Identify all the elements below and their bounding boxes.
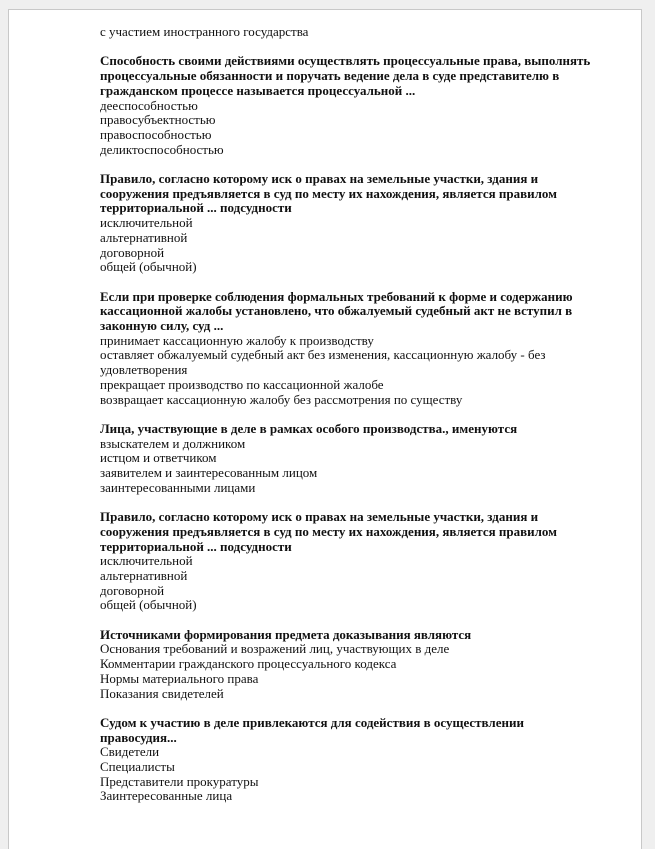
answer-option: удовлетворения <box>100 362 188 378</box>
answer-option: прекращает производство по кассационной жалобе <box>100 376 384 392</box>
question-line: правосудия... <box>100 729 177 745</box>
answer-option: Показания свидетелей <box>100 685 224 701</box>
question-line: Источниками формирования предмета доказывания являются <box>100 626 472 642</box>
answer-option: исключительной <box>100 215 193 231</box>
answer-option: оставляет обжалуемый судебный акт без изменения, кассационную жалобу - без <box>100 347 546 363</box>
question-line: гражданском процессе называется процессуальной ... <box>100 82 416 98</box>
intro-line: с участием иностранного государства <box>100 24 309 39</box>
question-line: Судом к участию в деле привлекаются для содействия в осуществлении <box>100 714 524 730</box>
answer-option: принимает кассационную жалобу к производству <box>100 332 374 348</box>
answer-option: правоспособностью <box>100 126 212 142</box>
document-page <box>8 9 642 849</box>
question-line: Правило, согласно которому иск о правах на земельные участки, здания и <box>100 509 539 525</box>
question-line: процессуальные обязанности и поручать ведение дела в суде представителю в <box>100 68 560 84</box>
question-block <box>100 716 620 804</box>
question-block <box>100 290 620 408</box>
answer-option: истцом и ответчиком <box>100 450 217 466</box>
answer-option: общей (обычной) <box>100 259 197 275</box>
question-block <box>100 628 620 702</box>
question-text <box>100 628 620 643</box>
question-line: Правило, согласно которому иск о правах на земельные участки, здания и <box>100 171 539 186</box>
answer-option: заинтересованными лицами <box>100 479 256 495</box>
question-line: Если при проверке соблюдения формальных требований к форме и содержанию <box>100 288 573 304</box>
answer-option: взыскателем и должником <box>100 435 246 451</box>
answer-option: Свидетели <box>100 744 160 760</box>
answer-option: Представители прокуратуры <box>100 773 259 789</box>
answer-option: деликтоспособностью <box>100 141 224 157</box>
question-line: территориальной ... подсудности <box>100 538 292 554</box>
answer-option: альтернативной <box>100 229 188 245</box>
document-content <box>100 25 620 804</box>
question-line: кассационной жалобы установлено, что обжалуемый судебный акт не вступил в <box>100 303 573 319</box>
question-line: сооружения предъявляется в суд по месту их нахождения, является правилом <box>100 185 558 201</box>
question-line: Способность своими действиями осуществлять процессуальные права, выполнять <box>100 53 591 69</box>
question-text <box>100 716 620 745</box>
answer-option: договорной <box>100 244 165 260</box>
answer-option: возвращает кассационную жалобу без рассмотрения по существу <box>100 391 463 407</box>
answer-option: Заинтересованные лица <box>100 788 233 804</box>
question-block <box>100 54 620 157</box>
question-line: сооружения предъявляется в суд по месту их нахождения, является правилом <box>100 523 558 539</box>
question-text <box>100 54 620 98</box>
question-text <box>100 172 620 216</box>
question-text <box>100 510 620 554</box>
question-text <box>100 422 620 437</box>
answer-option: Комментарии гражданского процессуального кодекса <box>100 656 397 672</box>
answer-option: Специалисты <box>100 759 175 775</box>
answer-option: дееспособностью <box>100 97 198 113</box>
answer-option: договорной <box>100 582 165 598</box>
question-line: Лица, участвующие в деле в рамках особого производства., именуются <box>100 420 518 436</box>
answer-option: Основания требований и возражений лиц, участвующих в деле <box>100 641 450 657</box>
answer-option: правосубъектностью <box>100 112 216 128</box>
question-line: территориальной ... подсудности <box>100 200 292 216</box>
question-list <box>100 54 620 804</box>
question-block <box>100 510 620 613</box>
question-text <box>100 290 620 334</box>
answer-option: Нормы материального права <box>100 670 259 686</box>
answer-option: альтернативной <box>100 567 188 583</box>
answer-option: общей (обычной) <box>100 597 197 613</box>
answer-option: исключительной <box>100 553 193 569</box>
answer-option: заявителем и заинтересованным лицом <box>100 465 318 481</box>
question-line: законную силу, суд ... <box>100 318 224 334</box>
question-block <box>100 422 620 496</box>
question-block <box>100 172 620 275</box>
